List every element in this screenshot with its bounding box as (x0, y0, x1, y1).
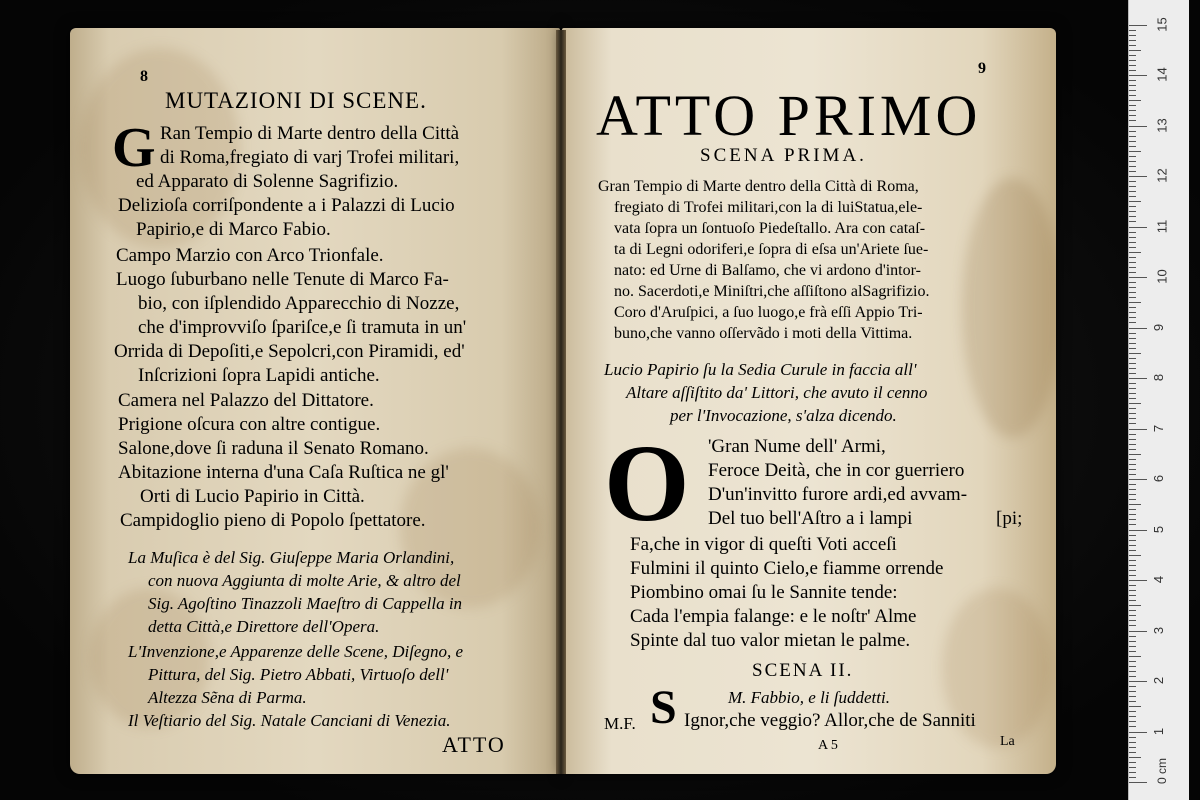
ruler-tick (1129, 90, 1136, 91)
ruler-tick (1129, 646, 1136, 647)
ruler-tick (1129, 307, 1136, 308)
credit-line: La Muſica è del Sig. Giuſeppe Maria Orlandini, (128, 548, 455, 567)
scene-description-line: buno,che vanno oſſervãdo i moti della Vittima. (614, 325, 913, 342)
verse-continuation: [pi; (996, 508, 1023, 529)
ruler-tick (1129, 196, 1136, 197)
ruler-tick (1129, 216, 1136, 217)
scene-list-line: Delizioſa corriſpondente a i Palazzi di Lucio (118, 195, 455, 216)
ruler-tick (1129, 383, 1136, 384)
ruler-tick (1129, 661, 1136, 662)
ruler-tick (1129, 701, 1136, 702)
ruler-tick (1129, 267, 1136, 268)
ruler-tick (1129, 333, 1136, 334)
ruler-tick (1129, 434, 1136, 435)
verse-line: Feroce Deità, che in cor guerriero (708, 460, 965, 481)
credit-line: Pittura, del Sig. Pietro Abbati, Virtuoſo dell' (148, 665, 449, 684)
foxing-stain (962, 178, 1056, 438)
ruler-tick (1129, 302, 1141, 303)
scene-list-line: che d'improvviſo ſpariſce,e ſi tramuta in un' (138, 317, 467, 338)
ruler-tick (1129, 131, 1136, 132)
scene-list-line: Salone,dove ſi raduna il Senato Romano. (118, 438, 429, 459)
scene-list-line: Campo Marzio con Arco Trionfale. (116, 245, 384, 266)
ruler-tick (1129, 393, 1136, 394)
ruler-tick (1129, 242, 1136, 243)
scene2-direction: M. Fabbio, e li ſuddetti. (728, 688, 890, 707)
ruler-number: 1 (1151, 727, 1167, 735)
dropcap-g: G (112, 117, 156, 179)
ruler-tick (1129, 136, 1136, 137)
ruler-tick (1129, 666, 1136, 667)
ruler-tick (1129, 161, 1136, 162)
ruler-tick (1129, 232, 1136, 233)
ruler-tick (1129, 752, 1136, 753)
ruler-tick (1129, 191, 1136, 192)
ruler-tick (1129, 514, 1136, 515)
ruler-tick (1129, 585, 1136, 586)
ruler-tick (1129, 499, 1136, 500)
ruler-tick (1129, 524, 1136, 525)
ruler-tick (1129, 257, 1136, 258)
scene-description-line: fregiato di Trofei militari,con la di luiStatua,ele- (614, 199, 923, 216)
ruler-tick (1129, 40, 1136, 41)
ruler-tick (1129, 782, 1147, 783)
dropcap-s: S (650, 681, 677, 734)
scene-title: SCENA PRIMA. (700, 145, 867, 166)
ruler-tick (1129, 110, 1136, 111)
ruler-tick (1129, 287, 1136, 288)
scene-list-line: di Roma,fregiato di varj Trofei militari, (160, 147, 460, 168)
ruler-tick (1129, 484, 1136, 485)
ruler-tick (1129, 80, 1136, 81)
dropcap-o: O (604, 422, 690, 544)
ruler-tick (1129, 186, 1136, 187)
ruler-tick (1129, 545, 1136, 546)
ruler-tick (1129, 595, 1136, 596)
ruler-tick (1129, 762, 1136, 763)
ruler-tick (1129, 711, 1136, 712)
ruler-tick (1129, 444, 1136, 445)
verse-line: Cada l'empia falange: e le noſtr' Alme (630, 606, 917, 627)
ruler-number: 9 (1151, 323, 1167, 331)
page-number-left: 8 (140, 68, 148, 85)
ruler-tick (1129, 398, 1136, 399)
ruler-tick (1129, 156, 1136, 157)
ruler-tick (1129, 247, 1136, 248)
ruler-tick (1129, 55, 1136, 56)
ruler-tick (1129, 30, 1136, 31)
catchword-left: ATTO (442, 732, 506, 757)
ruler-tick (1129, 282, 1136, 283)
credit-line: L'Invenzione,e Apparenze delle Scene, Diſegno, e (128, 642, 464, 661)
ruler-number: 6 (1151, 474, 1167, 483)
scene-list-line: Luogo ſuburbano nelle Tenute di Marco Fa- (116, 269, 449, 290)
page-number-right: 9 (978, 60, 986, 77)
ruler-tick (1129, 474, 1136, 475)
ruler-tick (1129, 373, 1136, 374)
ruler-tick (1129, 686, 1136, 687)
ruler-tick (1129, 297, 1136, 298)
ruler-number: 14 (1154, 67, 1170, 82)
ruler-tick (1129, 641, 1136, 642)
ruler-tick (1129, 151, 1141, 152)
ruler-tick (1129, 45, 1136, 46)
ruler-tick (1129, 317, 1136, 318)
scene-list-line: Inſcrizioni ſopra Lapidi antiche. (138, 365, 380, 386)
scene-description-line: ta di Legni odoriferi,e ſopra di eſsa un'Ariete ſue- (614, 241, 929, 258)
ruler-tick (1129, 252, 1141, 253)
ruler-tick (1129, 429, 1147, 430)
ruler-tick (1129, 358, 1136, 359)
ruler-tick (1129, 726, 1136, 727)
ruler-tick (1129, 494, 1136, 495)
ruler-tick (1129, 227, 1147, 228)
ruler-tick (1129, 550, 1136, 551)
ruler-tick (1129, 676, 1136, 677)
scene-description-line: vata ſopra un ſontuoſo Piedeſtallo. Ara con cataſ- (614, 220, 926, 237)
ruler-tick (1129, 418, 1136, 419)
ruler-tick (1129, 590, 1136, 591)
scene-list-line: ed Apparato di Solenne Sagrifizio. (136, 171, 399, 192)
ruler-tick (1129, 388, 1136, 389)
ruler-tick (1129, 767, 1136, 768)
scene-list-line: Prigione oſcura con altre contigue. (118, 414, 381, 435)
ruler-tick (1129, 681, 1147, 682)
verse-line: 'Gran Nume dell' Armi, (708, 436, 886, 457)
ruler-tick (1129, 489, 1136, 490)
ruler-tick (1129, 449, 1136, 450)
scene-list-line: Ran Tempio di Marte dentro della Città (160, 123, 460, 144)
credit-line: detta Città,e Direttore dell'Opera. (148, 617, 380, 636)
ruler-tick (1129, 100, 1141, 101)
ruler-tick (1129, 70, 1136, 71)
ruler-tick (1129, 469, 1136, 470)
ruler-tick (1129, 696, 1136, 697)
scene-list-line: Campidoglio pieno di Popolo ſpettatore. (120, 510, 426, 531)
verse-line: Spinte dal tuo valor mietan le palme. (630, 630, 911, 651)
credit-line: con nuova Aggiunta di molte Arie, & altro del (148, 571, 461, 590)
measurement-ruler (1128, 0, 1189, 800)
ruler-number: 7 (1151, 424, 1167, 432)
stage-direction-line: Lucio Papirio ſu la Sedia Curule in faccia all' (604, 360, 917, 379)
ruler-tick (1129, 721, 1136, 722)
scene-list-line: Abitazione interna d'una Caſa Ruſtica ne gl' (118, 462, 449, 483)
ruler-tick (1129, 85, 1136, 86)
ruler-number: 2 (1151, 676, 1167, 685)
ruler-tick (1129, 348, 1136, 349)
ruler-tick (1129, 625, 1136, 626)
ruler-tick (1129, 403, 1141, 404)
ruler-tick (1129, 343, 1136, 344)
ruler-tick (1129, 75, 1147, 76)
ruler-tick (1129, 555, 1141, 556)
stage-direction-line: per l'Invocazione, s'alza dicendo. (670, 406, 897, 425)
ruler-tick (1129, 691, 1136, 692)
ruler-tick (1129, 620, 1136, 621)
ruler-tick (1129, 50, 1141, 51)
scene-list-line: Orti di Lucio Papirio in Città. (140, 486, 365, 507)
ruler-tick (1129, 237, 1136, 238)
ruler-tick (1129, 95, 1136, 96)
ruler-tick (1129, 560, 1136, 561)
ruler-tick (1129, 105, 1136, 106)
ruler-tick (1129, 757, 1141, 758)
ruler-tick (1129, 570, 1136, 571)
ruler-tick (1129, 413, 1136, 414)
ruler-tick (1129, 671, 1136, 672)
ruler-number: 5 (1151, 525, 1167, 533)
scene2-line: Ignor,che veggio? Allor,che de Sanniti (684, 710, 976, 731)
ruler-tick (1129, 479, 1147, 480)
ruler-number: 3 (1151, 626, 1167, 634)
ruler-number: 4 (1151, 575, 1167, 584)
ruler-number: 11 (1154, 219, 1170, 233)
ruler-tick (1129, 423, 1136, 424)
ruler-tick (1129, 408, 1136, 409)
ruler-tick (1129, 535, 1136, 536)
ruler-tick (1129, 141, 1136, 142)
ruler-tick (1129, 60, 1136, 61)
ruler-tick (1129, 25, 1147, 26)
ruler-number: 10 (1154, 269, 1170, 284)
verse-line: Fulmini il quinto Cielo,e fiamme orrende (630, 558, 944, 579)
ruler-tick (1129, 651, 1136, 652)
ruler-tick (1129, 716, 1136, 717)
ruler-tick (1129, 262, 1136, 263)
ruler-tick (1129, 35, 1136, 36)
ruler-tick (1129, 115, 1136, 116)
ruler-tick (1129, 439, 1136, 440)
ruler-tick (1129, 272, 1136, 273)
ruler-tick (1129, 530, 1147, 531)
ruler-tick (1129, 656, 1141, 657)
verse-line: Del tuo bell'Aſtro a i lampi (708, 508, 913, 529)
ruler-tick (1129, 777, 1136, 778)
ruler-tick (1129, 575, 1136, 576)
scene-description-line: Gran Tempio di Marte dentro della Città di Roma, (598, 178, 919, 195)
ruler-tick (1129, 747, 1136, 748)
verse-line: Fa,che in vigor di queſti Voti acceſi (630, 534, 897, 555)
ruler-tick (1129, 292, 1136, 293)
scene-description-line: no. Sacerdoti,e Miniſtri,che aſſiſtono alSagrifizio. (614, 283, 930, 300)
ruler-tick (1129, 772, 1136, 773)
ruler-number: 8 (1151, 373, 1167, 382)
scene-list-line: Papirio,e di Marco Fabio. (136, 219, 331, 240)
ruler-number: 12 (1154, 168, 1170, 183)
ruler-tick (1129, 126, 1147, 127)
ruler-tick (1129, 277, 1147, 278)
ruler-tick (1129, 636, 1136, 637)
speaker-label: M.F. (604, 714, 636, 733)
ruler-tick (1129, 580, 1147, 581)
scene2-title: SCENA II. (752, 660, 854, 681)
ruler-tick (1129, 454, 1141, 455)
scene-list-line: Camera nel Palazzo del Dittatore. (118, 390, 374, 411)
ruler-unit-label: 0 cm (1155, 757, 1170, 785)
ruler-tick (1129, 120, 1136, 121)
ruler-tick (1129, 742, 1136, 743)
ruler-tick (1129, 605, 1141, 606)
ruler-tick (1129, 706, 1141, 707)
scene-list-line: Orrida di Depoſiti,e Sepolcri,con Piramidi, ed' (114, 341, 465, 362)
scene-list-line: bio, con iſplendido Apparecchio di Nozze, (138, 293, 460, 314)
catchword-right: La (1000, 734, 1015, 749)
ruler-tick (1129, 206, 1136, 207)
ruler-tick (1129, 353, 1141, 354)
ruler-tick (1129, 464, 1136, 465)
ruler-tick (1129, 737, 1136, 738)
ruler-tick (1129, 338, 1136, 339)
ruler-tick (1129, 201, 1141, 202)
ruler-tick (1129, 171, 1136, 172)
stage-direction-line: Altare aſſiſtito da' Littori, che avuto il cenno (626, 383, 928, 402)
ruler-tick (1129, 610, 1136, 611)
ruler-tick (1129, 368, 1136, 369)
ruler-tick (1129, 459, 1136, 460)
ruler-tick (1129, 363, 1136, 364)
credit-line: Il Veſtiario del Sig. Natale Canciani di Venezia. (128, 711, 451, 730)
ruler-tick (1129, 322, 1136, 323)
ruler-tick (1129, 615, 1136, 616)
credit-line: Altezza Sẽna di Parma. (148, 688, 307, 707)
book-gutter (556, 30, 566, 774)
ruler-tick (1129, 540, 1136, 541)
act-title: ATTO PRIMO (596, 83, 982, 148)
credit-line: Sig. Agoſtino Tinazzoli Maeſtro di Cappella in (148, 594, 463, 613)
ruler-tick (1129, 732, 1147, 733)
ruler-tick (1129, 176, 1147, 177)
ruler-tick (1129, 211, 1136, 212)
ruler-tick (1129, 221, 1136, 222)
signature-mark: A 5 (818, 738, 838, 753)
verse-line: Piombino omai ſu le Sannite tende: (630, 582, 898, 603)
ruler-tick (1129, 631, 1147, 632)
ruler-tick (1129, 146, 1136, 147)
ruler-number: 13 (1154, 117, 1170, 133)
scene-description-line: nato: ed Urne di Balſamo, che vi ardono d'intor- (614, 262, 921, 279)
ruler-tick (1129, 65, 1136, 66)
scene-description-line: Coro d'Aruſpici, a ſuo luogo,e frà eſſi Appio Tri- (614, 304, 923, 321)
ruler-tick (1129, 565, 1136, 566)
left-page-title: MUTAZIONI DI SCENE. (165, 88, 427, 113)
ruler-tick (1129, 312, 1136, 313)
verse-line: D'un'invitto furore ardi,ed avvam- (708, 484, 968, 505)
ruler-tick (1129, 181, 1136, 182)
ruler-tick (1129, 519, 1136, 520)
ruler-tick (1129, 504, 1141, 505)
ruler-tick (1129, 509, 1136, 510)
ruler-number: 15 (1154, 16, 1170, 32)
ruler-tick (1129, 166, 1136, 167)
ruler-tick (1129, 328, 1147, 329)
ruler-tick (1129, 600, 1136, 601)
ruler-tick (1129, 378, 1147, 379)
